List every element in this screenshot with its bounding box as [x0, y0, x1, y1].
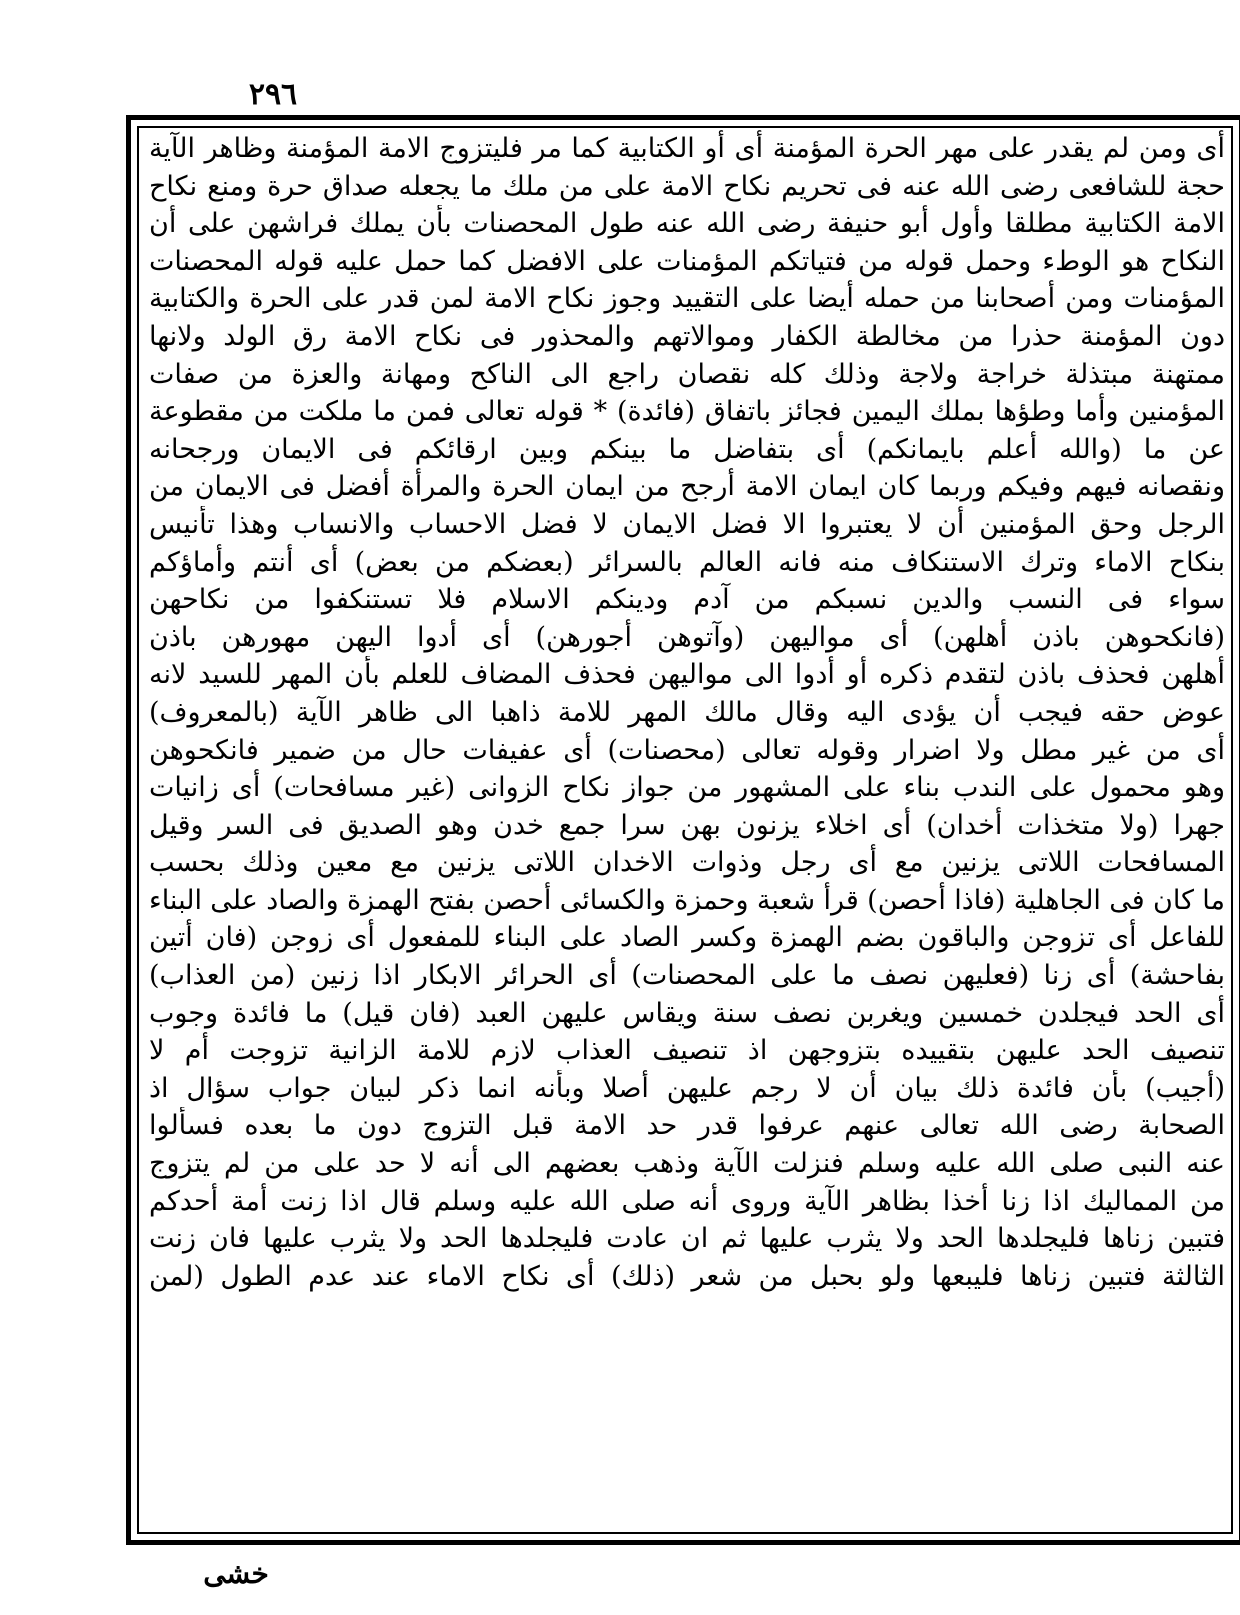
text-line: ممتهنة مبتذلة خراجة ولاجة وذلك كله نقصان راجع الى الناكح ومهانة والعزة من صفات	[149, 358, 1225, 390]
text-line: بنكاح الاماء وترك الاستنكاف منه فانه العالم بالسرائر (بعضكم من بعض) أى أنتم وأماؤكم	[149, 546, 1225, 578]
text-line: من المماليك اذا زنا أخذا بظاهر الآية وروى أنه صلى الله عليه وسلم قال اذا زنت أمة أحدكم	[149, 1185, 1225, 1217]
text-line: الرجل وحق المؤمنين أن لا يعتبروا الا فضل الايمان لا فضل الاحساب والانساب وهذا تأنيس	[149, 508, 1225, 540]
body-text	[149, 130, 1225, 1534]
text-line: أى الحد فيجلدن خمسين ويغربن نصف سنة ويقاس عليهن العبد (فان قيل) ما فائدة وجوب	[149, 997, 1225, 1029]
text-line: عنه النبى صلى الله عليه وسلم فنزلت الآية وذهب بعضهم الى أنه لا حد على من لم يتزوج	[149, 1148, 1225, 1180]
text-line: سواء فى النسب والدين نسبكم من آدم ودينكم الاسلام فلا تستنكفوا من نكاحهن	[149, 584, 1225, 616]
text-line: (أجيب) بأن فائدة ذلك بيان أن لا رجم عليهن أصلا وبأنه انما ذكر لبيان جواب سؤال اذ	[149, 1072, 1225, 1104]
text-line: وهو محمول على الندب بناء على المشهور من جواز نكاح الزوانى (غير مسافحات) أى زانيات	[149, 772, 1225, 804]
text-line: (فانكحوهن باذن أهلهن) أى مواليهن (وآتوهن أجورهن) أى أدوا اليهن مهورهن باذن	[149, 621, 1225, 653]
text-line: ما كان فى الجاهلية (فاذا أحصن) قرأ شعبة وحمزة والكسائى أحصن بفتح الهمزة والصاد على البناء	[149, 884, 1225, 916]
text-line: عن ما (والله أعلم بايمانكم) أى بتفاضل ما بينكم وبين ارقائكم فى الايمان ورجحانه	[149, 433, 1225, 465]
text-line: أى من غير مطل ولا اضرار وقوله تعالى (محصنات) أى عفيفات حال من ضمير فانكحوهن	[149, 734, 1225, 766]
text-line: أى ومن لم يقدر على مهر الحرة المؤمنة أى أو الكتابية كما مر فليتزوج الامة المؤمنة وظاهر الآية	[149, 133, 1225, 164]
text-line: عوض حقه فيجب أن يؤدى اليه وقال مالك المهر للامة ذاهبا الى ظاهر الآية (بالمعروف)	[149, 696, 1225, 728]
text-line: أهلهن فحذف باذن لتقدم ذكره أو أدوا الى مواليهن فحذف المضاف للعلم بأن المهر للسيد لانه	[149, 659, 1225, 691]
text-line: جهرا (ولا متخذات أخدان) أى اخلاء يزنون بهن سرا جمع خدن وهو الصديق فى السر وقيل	[149, 809, 1225, 841]
text-line: بفاحشة) أى زنا (فعليهن نصف ما على المحصنات) أى الحرائر الابكار اذا زنين (من العذاب)	[149, 960, 1225, 992]
page-number: ٢٩٦	[248, 77, 298, 112]
text-line: المؤمنين وأما وطؤها بملك اليمين فجائز باتفاق (فائدة) * قوله تعالى فمن ما ملكت من مقطوعة	[149, 396, 1225, 428]
text-line: المؤمنات ومن أصحابنا من حمله أيضا على التقييد وجوز نكاح الامة لمن قدر على الحرة والكتابية	[149, 283, 1225, 315]
text-line: للفاعل أى تزوجن والباقون بضم الهمزة وكسر الصاد على البناء للمفعول أى زوجن (فان أتين	[149, 922, 1225, 954]
text-line: فتبين زناها فليجلدها الحد ولا يثرب عليها ثم ان عادت فليجلدها الحد ولا يثرب عليها فان زنت	[149, 1223, 1225, 1255]
catchword: خشى	[203, 1557, 269, 1590]
text-line: الامة الكتابية مطلقا وأول أبو حنيفة رضى الله عنه طول المحصنات بأن يملك فراشهن على أن	[149, 208, 1225, 240]
text-line: حجة للشافعى رضى الله عنه فى تحريم نكاح الامة على من ملك ما يجعله صداق حرة ومنع نكاح	[149, 170, 1225, 202]
text-line: الثالثة فتبين زناها فليبعها ولو بحبل من شعر (ذلك) أى نكاح الاماء عند عدم الطول (لمن	[149, 1260, 1225, 1292]
text-line: دون المؤمنة حذرا من مخالطة الكفار وموالاتهم والمحذور فى نكاح الامة رق الولد ولانها	[149, 320, 1225, 352]
text-line: ونقصانه فيهم وفيكم وربما كان ايمان الامة أرجح من ايمان الحرة والمرأة أفضل فى الايمان من	[149, 471, 1225, 503]
text-line: النكاح هو الوطء وحمل قوله من فتياتكم المؤمنات على الافضل كما حمل عليه قوله المحصنات	[149, 245, 1225, 277]
text-line: الصحابة رضى الله تعالى عنهم عرفوا قدر حد الامة قبل التزوج دون ما بعده فسألوا	[149, 1110, 1225, 1142]
text-line: المسافحات اللاتى يزنين مع أى رجل وذوات الاخدان اللاتى يزنين مع معين وذلك بحسب	[149, 847, 1225, 879]
text-line: تنصيف الحد عليهن بتقييده بتزوجهن اذ تنصيف العذاب لازم للامة الزانية تزوجت أم لا	[149, 1035, 1225, 1067]
text-frame	[126, 115, 1240, 1545]
